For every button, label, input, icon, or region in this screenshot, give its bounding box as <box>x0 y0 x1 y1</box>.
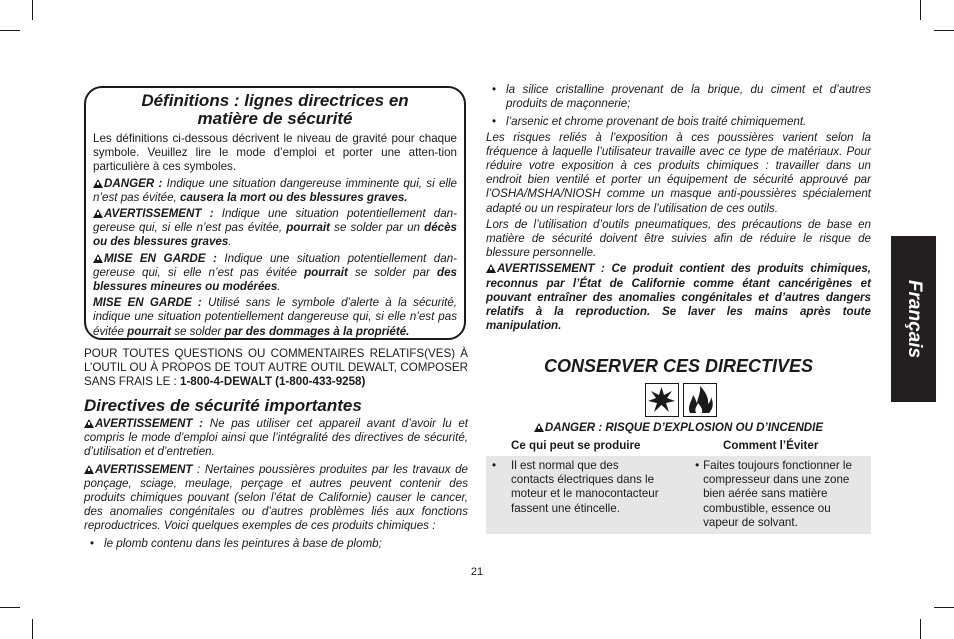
warning-definition: AVERTISSEMENT : Indique une situation potentiellement dan-gereuse qui, si elle n’est pas évitée, pourrait se solder par un décès ou des blessures graves. <box>93 207 457 249</box>
warning-triangle-icon <box>534 423 544 432</box>
right-column <box>486 83 871 333</box>
page-number: 21 <box>470 566 484 578</box>
save-instructions-heading: CONSERVER CES DIRECTIVES <box>543 356 814 376</box>
warning-triangle-icon <box>84 465 94 474</box>
danger-definition: DANGER : Indique une situation dangereuse imminente qui, si elle n’est pas évitée, causera la mort ou des blessures graves. <box>93 176 457 204</box>
california-warning: AVERTISSEMENT : Ce produit contient des produits chimiques, reconnus par l’État de Californie comme étant cancérigènes et pouvant entraîner des anomalies congénitales et d’autres dangers relatifs à la reproduction. Se laver les mains après toute manipulation. <box>486 262 871 333</box>
crop-mark <box>0 607 20 608</box>
warning-triangle-icon <box>486 264 496 273</box>
fire-icon <box>683 383 717 417</box>
crop-mark <box>934 30 954 31</box>
hazard-table <box>486 439 871 534</box>
contact-paragraph: POUR TOUTES QUESTIONS OU COMMENTAIRES RELATIFS(VES) À L’OUTIL OU À PROPOS DE TOUT AUTRE OUTIL DEWALT, COMPOSER SANS FRAIS LE : 1-800-4-DEWALT (1-800-433-9258) <box>84 347 468 389</box>
crop-mark <box>920 619 921 639</box>
definitions-box <box>84 86 466 340</box>
caution-no-symbol-definition: MISE EN GARDE : Utilisé sans le symbole d’alerte à la sécurité, indique une situation potentiellement dangereuse qui, si elle n’est pas évitée pourrait se solder par des dommages à la propriété. <box>93 296 457 338</box>
definitions-title: Définitions : lignes directrices en matière de sécurité <box>141 91 409 128</box>
crop-mark <box>920 0 921 20</box>
explosion-icon <box>645 383 679 417</box>
crop-mark <box>32 0 33 20</box>
table-cell-prevention: • Faites toujours fonctionner le compresseur dans une zone bien aérée sans matière combustible, essence ou vapeur de solvant. <box>689 459 871 534</box>
definitions-intro: Les définitions ci-dessous décrivent le niveau de gravité pour chaque symbole. Veuillez lire le mode d’emploi et porter une atten-tion particulière à ces symboles. <box>93 132 457 174</box>
table-header-what-can-happen: Ce qui peut se produire <box>511 439 641 452</box>
warning-triangle-icon <box>84 419 94 428</box>
danger-explosion-heading: DANGER : RISQUE D’EXPLOSION OU D’INCENDIE <box>486 421 871 434</box>
table-row <box>486 456 871 534</box>
language-tab <box>891 236 936 402</box>
bullet-lead-paint: • le plomb contenu dans les peintures à base de plomb; <box>84 537 468 551</box>
caution-definition: MISE EN GARDE : Indique une situation potentiellement dan-gereuse qui, si elle n’est pas évitée pourrait se solder par des blessures mineures ou modérées. <box>93 251 457 294</box>
table-cell-cause: • Il est normal que des contacts électriques dans le moteur et le manocontacteur fassent une étincelle. <box>486 459 683 534</box>
warning-read-manual: AVERTISSEMENT : Ne pas utiliser cet appareil avant d’avoir lu et compris le mode d’emploi ainsi que l’intégralité des directives de sécurité, d’utilisation et d’entretien. <box>84 417 468 459</box>
crop-mark <box>934 607 954 608</box>
bullet-arsenic: • l’arsenic et chrome provenant de bois traité chimiquement. <box>486 115 871 129</box>
important-section <box>84 417 468 551</box>
crop-mark <box>0 30 20 31</box>
bullet-silica: • la silice cristalline provenant de la brique, du ciment et d’autres produits de maçonnerie; <box>486 83 871 111</box>
important-heading: Directives de sécurité importantes <box>84 396 362 415</box>
warning-dust-chemicals: AVERTISSEMENT : Nertaines poussières produites par les travaux de ponçage, sciage, meulage, perçage et autres peuvent contenir des produits chimiques pouvant (selon l’état de Californie) causer le cancer, des anomalies congénitales ou d’autres problèmes liés aux fonctions reproductrices. Voici quelques exemples de ces produits chimiques : <box>84 462 468 533</box>
risks-paragraph: Les risques reliés à l’exposition à ces poussières varient selon la fréquence à laquelle l’utilisateur travaille avec ce type de matériaux. Pour réduire votre exposition à ces produits chimiques : travailler dans un endroit bien ventilé et porter un équipement de sécurité approuvé par l’OSHA/MSHA/NIOSH comme un masque anti-poussières spécialement adapté ou un respirateur lors de l’utilisation de ces outils. <box>486 130 871 215</box>
warning-triangle-icon <box>93 254 103 263</box>
warning-triangle-icon <box>93 179 103 188</box>
phone-number: 1-800-4-DEWALT (1-800-433-9258) <box>180 375 366 389</box>
warning-triangle-icon <box>93 209 103 218</box>
language-tab-label: Français <box>903 279 925 359</box>
crop-mark <box>32 619 33 639</box>
table-header-how-to-prevent: Comment l’Éviter <box>723 439 819 452</box>
pneumatic-paragraph: Lors de l’utilisation d’outils pneumatiques, des précautions de base en matière de sécurité doivent être suivies afin de réduire le risque de blessure personnelle. <box>486 217 871 260</box>
